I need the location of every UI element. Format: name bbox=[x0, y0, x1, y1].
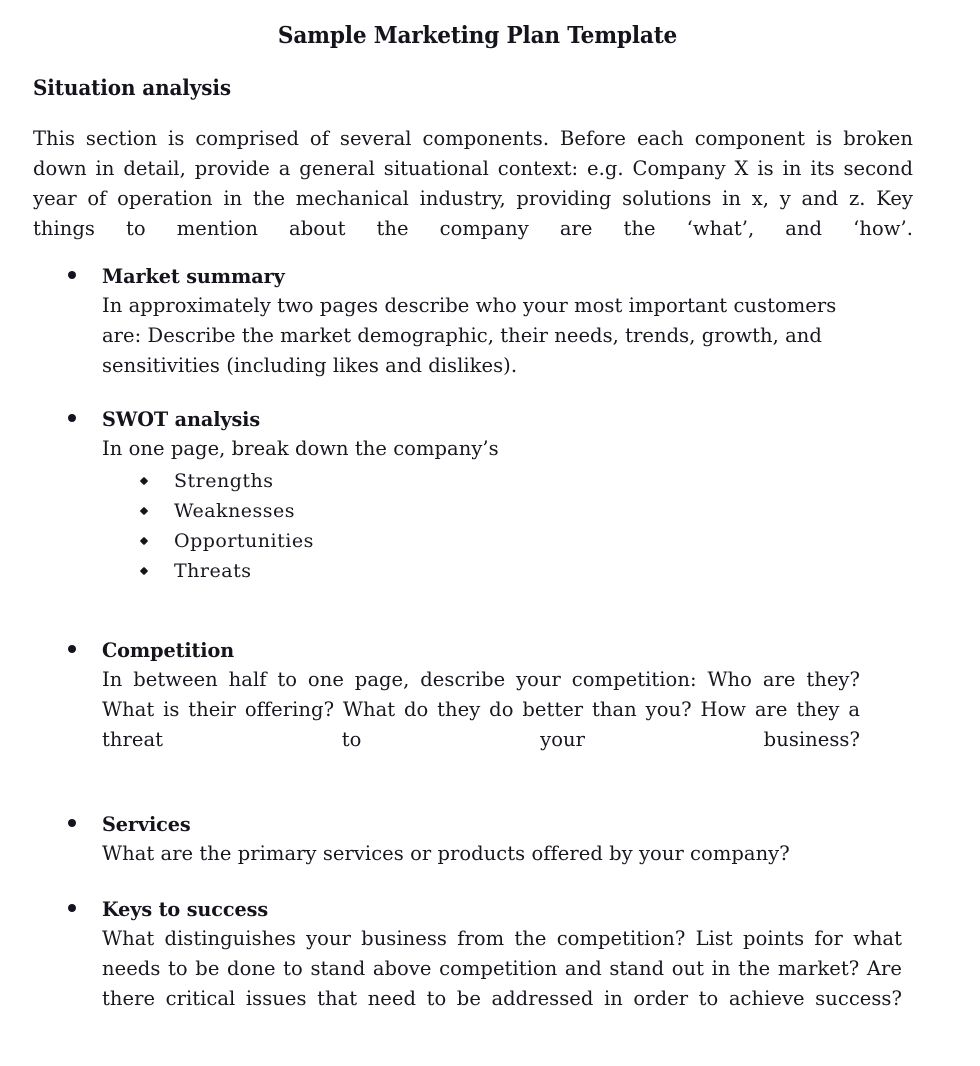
list-item bbox=[0, 466, 980, 496]
sub-bullet-diamond-icon bbox=[140, 477, 148, 485]
list-item bbox=[0, 556, 980, 586]
page-title: Sample Marketing Plan Template bbox=[277, 22, 678, 49]
intro-paragraph: This section is comprised of several components. Before each component is broken down in detail, provide a general situational context: e.g. Company X is in its second year of operation in the mechanical industry, providing solutions in x, y and z. Key things to mention about the company are the ‘what’, and ‘how’. bbox=[33, 127, 913, 240]
section-heading-situation-analysis: Situation analysis bbox=[33, 75, 232, 100]
swot-sub-list bbox=[0, 466, 980, 586]
bullet-body-market-summary: In approximately two pages describe who your most important customers are: Describe the market demographic, their needs, trends, growth, and sensitivities (including likes and dislikes). bbox=[102, 294, 837, 377]
bullet-body-services: What are the primary services or products offered by your company? bbox=[102, 842, 790, 865]
sub-bullet-diamond-icon bbox=[140, 567, 148, 575]
spacer bbox=[0, 586, 980, 610]
bullet-dot-icon bbox=[68, 904, 76, 912]
bullet-item-competition bbox=[0, 636, 980, 785]
bullet-body-swot-analysis: In one page, break down the company’s bbox=[102, 437, 499, 460]
bullet-list bbox=[0, 262, 980, 1066]
bullet-dot-icon bbox=[68, 414, 76, 422]
list-item bbox=[0, 526, 980, 556]
bullet-title-market-summary: Market summary bbox=[102, 264, 285, 288]
bullet-dot-icon bbox=[68, 271, 76, 279]
bullet-title-competition: Competition bbox=[102, 638, 235, 662]
sub-item-label: Opportunities bbox=[174, 530, 314, 552]
bullet-item-swot-analysis bbox=[0, 405, 980, 610]
bullet-item-market-summary bbox=[0, 262, 980, 381]
bullet-title-services: Services bbox=[102, 812, 191, 836]
bullet-item-services bbox=[0, 810, 980, 869]
bullet-title-keys-to-success: Keys to success bbox=[102, 897, 269, 921]
sub-bullet-diamond-icon bbox=[140, 507, 148, 515]
bullet-title-swot-analysis: SWOT analysis bbox=[102, 407, 261, 431]
sub-item-label: Strengths bbox=[174, 470, 274, 492]
bullet-dot-icon bbox=[68, 645, 76, 653]
sub-bullet-diamond-icon bbox=[140, 537, 148, 545]
bullet-item-keys-to-success bbox=[0, 895, 980, 1044]
sub-item-label: Threats bbox=[174, 560, 252, 582]
bullet-body-keys-to-success: What distinguishes your business from the competition? List points for what needs to be done to stand above competition and stand out in the market? Are there critical issues that need to be addressed in order to achieve success? bbox=[102, 927, 902, 1010]
bullet-dot-icon bbox=[68, 819, 76, 827]
bullet-body-competition: In between half to one page, describe your competition: Who are they? What is their offering? What do they do better than you? How are they a threat to your business? bbox=[102, 668, 860, 751]
list-item bbox=[0, 496, 980, 526]
sub-item-label: Weaknesses bbox=[174, 500, 296, 522]
